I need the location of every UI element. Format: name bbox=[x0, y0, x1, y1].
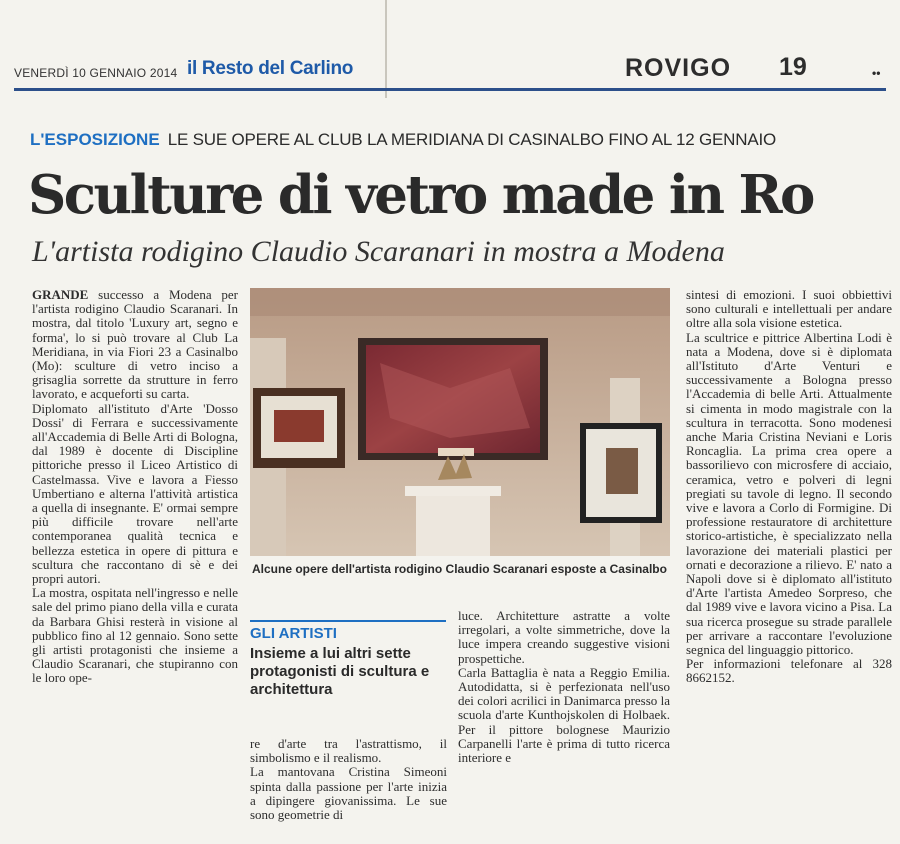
subheadline: L'artista rodigino Claudio Scaranari in mostra a Modena bbox=[32, 235, 725, 268]
article-column-4 bbox=[686, 288, 892, 686]
paragraph: Per informazioni telefonare al 328 8662152. bbox=[686, 656, 892, 686]
paragraph: Carla Battaglia è nata a Reggio Emilia. Autodidatta, si è perfezionata nell'uso dei colori acrilici in Danimarca presso la scuola d'arte Kunthojskolen di Holbaek. Per il pittore bolognese Maurizio Carpanelli l'arte è prima di tutto ricerca interiore e bbox=[458, 664, 670, 766]
paragraph: luce. Architetture astratte a volte irregolari, a volte simmetriche, dove la luce impera creando suggestive visioni prospettiche. bbox=[458, 608, 670, 666]
paragraph: La mantovana Cristina Simeoni spinta dalla passione per l'arte inizia a dipingere giovanissima. Le sue sono geometrie di bbox=[250, 764, 447, 823]
issue-date: VENERDÌ 10 GENNAIO 2014 bbox=[14, 66, 178, 80]
section-city: ROVIGO bbox=[625, 54, 732, 82]
exhibition-photo-image bbox=[250, 288, 670, 556]
kicker bbox=[30, 130, 890, 150]
article-column-3 bbox=[458, 609, 670, 765]
edition-mark: •• bbox=[872, 66, 881, 80]
newspaper-logo: il Resto del Carlino bbox=[187, 58, 354, 79]
paragraph bbox=[32, 288, 238, 402]
headline: Sculture di vetro made in Ro bbox=[28, 164, 813, 226]
box-rule bbox=[250, 620, 446, 622]
paragraph: Diplomato all'istituto d'Arte 'Dosso Dossi' di Ferrara e successivamente all'Accademia di Belle Arti di Bologna, dal 1989 è docente di Discipline pittoriche presso il Liceo Artistico di Castelmassa. Vive e lavora a Fiesso Umbertiano e alterna l'attività artistica a quella di insegnante. E' ormai sempre più difficile trovare nell'arte contemporanea qualità tecnica e bellezza estetica in opere di pittura e scultura che raccontano di sè e dei propri autori. bbox=[32, 400, 238, 587]
page-number: 19 bbox=[779, 53, 807, 81]
masthead-rule bbox=[14, 88, 886, 91]
article-column-2 bbox=[250, 737, 447, 822]
kicker-text: LE SUE OPERE AL CLUB LA MERIDIANA DI CASINALBO FINO AL 12 GENNAIO bbox=[167, 130, 777, 149]
masthead bbox=[14, 52, 886, 88]
paragraph: La scultrice e pittrice Albertina Lodi è nata a Modena, dove si è diplomata all'Istituto d'Arte Venturi e successivamente a Bologna presso l'Accademia di belle Arti. Attualmente si cimenta in modo magistrale con la scultura in terracotta. Sono modenesi anche Maria Cristina Neviani e Loris Roncaglia. La prima crea opere a bassorilievo con microsfere di acciaio, ceramica, vetro e polveri di legni pregiati su tavole di legno. Il secondo vive e lavora a Corlo di Formigine. Di professione restauratore di architetture storico-artistiche, è specializzato nella lavorazione dei materiali plastici per ornati e decorazione a rilievo. E' nato a Napoli dove si è diplomato all'istituto d'Arte l'artista Amedeo Sorpreso, che dal 1989 vive e lavora vicino a Pisa. La sua ricerca prosegue su strade parallele per arrivare a raccontare l'evoluzione segnica del linguaggio pittorico. bbox=[686, 329, 892, 658]
photo-caption: Alcune opere dell'artista rodigino Claudio Scaranari esposte a Casinalbo bbox=[252, 562, 667, 576]
artists-box bbox=[250, 620, 446, 699]
lead-word: GRANDE bbox=[32, 287, 89, 302]
paragraph: sintesi di emozioni. I suoi obbiettivi sono culturali e intellettuali per andare oltre alla sola visione estetica. bbox=[686, 287, 892, 331]
box-title: Insieme a lui altri sette protagonisti di scultura e architettura bbox=[250, 645, 430, 698]
exhibition-photo bbox=[250, 288, 670, 556]
paragraph-text: successo a Modena per l'artista rodigino Claudio Scaranari. In mostra, dal titolo 'Luxury art, segno e forma', lo si può trovare al Club La Meridiana, in via Fiori 23 a Casinalbo (Mo): sculture di vetro inciso a grisaglia sorrette da strutture in ferro lavorato, e acqueforti su carta. bbox=[32, 287, 238, 402]
paragraph: La mostra, ospitata nell'ingresso e nelle sale del primo piano della villa e curata da Barbara Ghisi resterà in visione al pubblico fino al 12 gennaio. Sono sette gli artisti protagonisti che insieme a Claudio Scaranari, che stupiranno con le loro ope- bbox=[32, 585, 238, 686]
box-tag: GLI ARTISTI bbox=[250, 625, 337, 642]
kicker-tag: L'ESPOSIZIONE bbox=[30, 130, 160, 149]
paragraph: re d'arte tra l'astrattismo, il simbolismo e il realismo. bbox=[250, 736, 447, 766]
article-column-1 bbox=[32, 288, 238, 686]
